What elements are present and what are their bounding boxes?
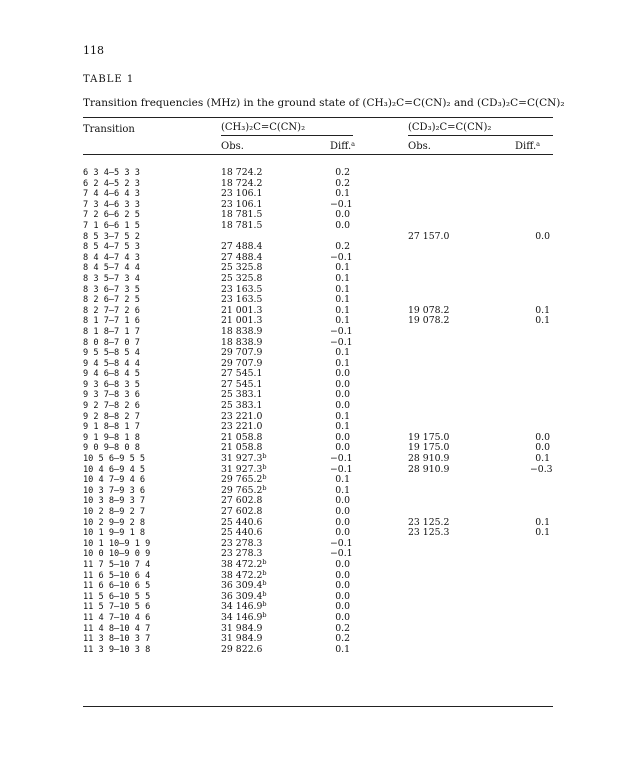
diff-ch3-cell: 0.0 [335,558,350,570]
diff-ch3-cell: −0.1 [330,198,353,210]
table-row [83,610,553,624]
table-row [83,316,553,327]
diff-ch3-cell: 0.0 [335,389,350,401]
table-row [83,462,553,476]
diff-ch3-cell: 0.1 [335,188,350,200]
transition-cell: 9 2 8–8 2 7 [83,411,140,422]
transition-cell: 9 0 9–8 0 8 [83,443,140,454]
diff-ch3-cell: −0.1 [330,453,353,465]
diff-ch3-cell: 0.0 [335,516,350,528]
obs-cd3-cell: 19 175.0 [408,431,450,443]
obs-ch3-cell: 34 146.9 [221,601,263,613]
obs-ch3-cell: 23 163.5 [221,294,263,306]
obs-cd3-cell: 19 078.2 [408,304,450,316]
diff-ch3-cell: 0.0 [335,368,350,380]
transition-cell: 8 0 8–7 0 7 [83,337,140,348]
diff-cd3-cell: 0.1 [535,453,550,465]
header-diff-cd3-label: Diff. [515,141,537,152]
table-row [83,327,553,338]
diff-ch3-cell: 0.0 [335,590,350,602]
table-bottom-rule [83,706,553,707]
transition-cell: 6 3 4–5 3 3 [83,168,140,178]
header-bottom-rule [83,154,553,155]
obs-ch3-cell: 18 781.5 [221,219,263,231]
table-row [83,539,553,550]
obs-ch3-cell: 27 545.1 [221,378,263,390]
transition-cell: 7 2 6–6 2 5 [83,210,140,221]
diff-ch3-cell: 0.1 [335,421,350,433]
diff-ch3-cell: 0.0 [335,506,350,517]
diff-ch3-cell: −0.1 [330,325,353,337]
page-number: 118 [83,44,104,57]
diff-ch3-cell: 0.2 [335,241,350,253]
diff-ch3-cell: 0.1 [335,357,350,369]
diff-cd3-cell: 0.1 [535,315,550,327]
table-row [83,179,553,190]
transition-cell: 11 5 6–10 5 5 [83,591,151,602]
transition-cell: 9 3 7–8 3 6 [83,390,140,401]
diff-ch3-cell: 0.1 [335,283,350,295]
diff-ch3-cell: −0.1 [330,336,353,348]
header-obs-ch3: Obs. [221,141,244,152]
diff-ch3-cell: 0.1 [335,643,350,655]
diff-ch3-cell: 0.0 [335,209,350,221]
table-row [83,454,553,465]
obs-ch3-cell: 25 440.6 [221,516,263,528]
obs-ch3-cell: 23 106.1 [221,198,263,210]
diff-ch3-cell: −0.1 [330,463,353,475]
obs-ch3-cell: 25 325.8 [221,272,263,284]
table-row [83,306,553,317]
table-row [83,338,553,349]
diff-ch3-cell: 0.1 [335,262,350,274]
diff-ch3-cell: 0.1 [335,347,350,359]
diff-ch3-cell: 0.0 [335,611,350,623]
transition-cell: 8 1 8–7 1 7 [83,326,140,337]
table-row [83,589,553,603]
obs-ch3-cell: 36 309.4 [221,590,263,602]
transition-cell: 10 2 8–9 2 7 [83,507,146,517]
obs-ch3-cell: 23 278.3 [221,537,263,549]
diff-cd3-cell: −0.3 [530,463,553,475]
obs-ch3-cell: 29 707.9 [221,347,263,359]
table-row [83,475,553,486]
obs-ch3-cell: 27 488.4 [221,241,263,253]
diff-ch3-cell: 0.0 [335,431,350,443]
transition-cell: 8 3 6–7 3 5 [83,284,140,295]
table-row [83,549,553,560]
table-caption: Transition frequencies (MHz) in the ground state of (CH₃)₂C=C(CN)₂ and (CD₃)₂C=C(CN)₂ [83,97,565,109]
header-group-cd3: (CD₃)₂C=C(CN)₂ [408,122,492,133]
obs-ch3-cell: 23 163.5 [221,283,263,295]
diff-ch3-cell: 0.0 [335,580,350,592]
table-row [83,568,553,582]
obs-ch3-cell: 18 724.2 [221,167,263,178]
transition-cell: 8 2 7–7 2 6 [83,305,140,316]
table-row [83,401,553,412]
transition-cell: 8 2 6–7 2 5 [83,295,140,306]
obs-ch3-cell: 23 106.1 [221,188,263,200]
footnote-mark-b: b [262,483,267,492]
obs-ch3-cell: 29 765.2 [221,474,263,486]
table-row [83,634,553,645]
transition-cell: 9 4 5–8 4 4 [83,358,140,369]
obs-ch3-cell: 36 309.4 [221,580,263,592]
obs-ch3-cell: 27 545.1 [221,368,263,380]
header-transition: Transition [83,124,135,135]
footnote-mark-b: b [262,600,267,609]
footnote-mark-b: b [262,579,267,588]
obs-ch3-cell: 18 838.9 [221,336,263,348]
transition-cell: 7 1 6–6 1 5 [83,220,140,231]
transition-cell: 9 2 7–8 2 6 [83,401,140,412]
transition-cell: 8 4 5–7 4 4 [83,263,140,274]
table-row [83,295,553,306]
transition-cell: 7 3 4–6 3 3 [83,199,140,210]
transition-cell: 10 4 7–9 4 6 [83,475,146,486]
diff-ch3-cell: 0.1 [335,304,350,316]
transition-cell: 9 5 5–8 5 4 [83,348,140,359]
footnote-mark-b: b [262,557,267,566]
transition-cell: 8 3 5–7 3 4 [83,273,140,284]
transition-cell: 11 5 7–10 5 6 [83,602,151,613]
transition-cell: 11 6 6–10 6 5 [83,581,151,592]
table-label: TABLE 1 [83,74,135,85]
obs-ch3-cell: 21 001.3 [221,304,263,316]
transition-cell: 10 3 7–9 3 6 [83,485,146,496]
obs-ch3-cell: 29 707.9 [221,357,263,369]
obs-ch3-cell: 29 822.6 [221,643,263,655]
obs-cd3-cell: 28 910.9 [408,453,450,465]
transition-cell: 8 1 7–7 1 6 [83,316,140,327]
group-ch3-rule [221,135,353,136]
transition-cell: 10 5 6–9 5 5 [83,454,146,465]
obs-ch3-cell: 23 221.0 [221,421,263,433]
table-row [83,443,553,454]
table-row [83,232,553,243]
transition-cell: 6 2 4–5 2 3 [83,178,140,189]
table-row [83,390,553,401]
diff-ch3-cell: 0.0 [335,442,350,454]
transition-cell: 7 4 4–6 4 3 [83,189,140,200]
obs-ch3-cell: 38 472.2 [221,558,263,570]
group-cd3-rule [408,135,553,136]
table-row [83,189,553,200]
header-group-ch3: (CH₃)₂C=C(CN)₂ [221,122,306,133]
diff-ch3-cell: 0.0 [335,219,350,231]
table-row [83,253,553,264]
footnote-mark-a: a [536,140,541,148]
footnote-mark-b: b [262,473,267,482]
obs-ch3-cell: 34 146.9 [221,611,263,623]
table-row [83,168,553,179]
transition-cell: 8 5 4–7 5 3 [83,242,140,253]
obs-ch3-cell: 23 278.3 [221,548,263,560]
table-row [83,496,553,507]
table-row [83,369,553,380]
transition-cell: 10 3 8–9 3 7 [83,496,146,507]
obs-ch3-cell: 31 927.3 [221,453,263,465]
transition-cell: 11 4 8–10 4 7 [83,623,151,634]
diff-cd3-cell: 0.1 [535,304,550,316]
diff-cd3-cell: 0.0 [535,230,550,242]
diff-ch3-cell: 0.1 [335,315,350,327]
table-row [83,348,553,359]
header-diff-ch3-label: Diff. [330,141,352,152]
obs-cd3-cell: 28 910.9 [408,463,450,475]
table-row [83,221,553,232]
obs-ch3-cell: 38 472.2 [221,569,263,581]
transition-cell: 8 5 3–7 5 2 [83,231,140,242]
diff-cd3-cell: 0.0 [535,442,550,454]
obs-ch3-cell: 18 724.2 [221,177,263,189]
transition-cell: 10 4 6–9 4 5 [83,464,146,475]
table-row [83,412,553,423]
table-row [83,645,553,656]
table-body [83,168,553,655]
table-row [83,483,553,497]
obs-ch3-cell: 18 838.9 [221,325,263,337]
obs-cd3-cell: 27 157.0 [408,230,450,242]
transition-cell: 8 4 4–7 4 3 [83,252,140,263]
table-row [83,581,553,592]
transition-cell: 10 1 9–9 1 8 [83,528,146,539]
obs-cd3-cell: 23 125.3 [408,527,450,539]
obs-ch3-cell: 27 602.8 [221,506,263,517]
obs-ch3-cell: 21 058.8 [221,442,263,454]
table-top-rule [83,117,553,118]
obs-ch3-cell: 21 058.8 [221,431,263,443]
header-diff-cd3 [515,141,540,152]
table-row [83,242,553,253]
transition-cell: 9 1 8–8 1 7 [83,422,140,433]
table-row [83,507,553,518]
obs-ch3-cell: 18 781.5 [221,209,263,221]
obs-ch3-cell: 27 488.4 [221,251,263,263]
diff-ch3-cell: 0.2 [335,167,350,178]
table-row [83,528,553,539]
header-diff-ch3 [330,141,355,152]
obs-ch3-cell: 27 602.8 [221,495,263,507]
obs-ch3-cell: 21 001.3 [221,315,263,327]
diff-ch3-cell: 0.1 [335,410,350,422]
table-row [83,200,553,211]
table-row [83,433,553,444]
diff-ch3-cell: 0.0 [335,378,350,390]
diff-ch3-cell: 0.0 [335,400,350,412]
table-row [83,518,553,529]
obs-cd3-cell: 19 175.0 [408,442,450,454]
obs-ch3-cell: 25 383.1 [221,400,263,412]
diff-ch3-cell: 0.0 [335,495,350,507]
diff-cd3-cell: 0.0 [535,431,550,443]
table-row [83,557,553,571]
obs-ch3-cell: 25 325.8 [221,262,263,274]
diff-ch3-cell: −0.1 [330,251,353,263]
table-row [83,210,553,221]
header-obs-cd3: Obs. [408,141,431,152]
table-row [83,602,553,613]
table-row [83,359,553,370]
table-row [83,422,553,433]
diff-ch3-cell: 0.0 [335,569,350,581]
table-row [83,380,553,391]
transition-cell: 10 1 10–9 1 9 [83,538,151,549]
diff-ch3-cell: 0.2 [335,622,350,634]
footnote-mark-b: b [262,589,267,598]
table-row [83,285,553,296]
transition-cell: 11 3 9–10 3 8 [83,644,151,655]
footnote-mark-b: b [262,462,267,471]
transition-cell: 10 2 9–9 2 8 [83,517,146,528]
diff-ch3-cell: 0.0 [335,601,350,613]
footnote-mark-b: b [262,452,267,461]
transition-cell: 11 6 5–10 6 4 [83,570,151,581]
diff-ch3-cell: 0.2 [335,177,350,189]
diff-ch3-cell: −0.1 [330,548,353,560]
obs-ch3-cell: 29 765.2 [221,484,263,496]
transition-cell: 9 1 9–8 1 8 [83,432,140,443]
footnote-mark-a: a [351,140,356,148]
table-row [83,624,553,635]
transition-cell: 9 4 6–8 4 5 [83,369,140,380]
obs-ch3-cell: 31 927.3 [221,463,263,475]
obs-ch3-cell: 31 984.9 [221,622,263,634]
obs-ch3-cell: 25 440.6 [221,527,263,539]
transition-cell: 11 4 7–10 4 6 [83,612,151,623]
footnote-mark-b: b [262,568,267,577]
diff-ch3-cell: 0.2 [335,633,350,645]
obs-ch3-cell: 31 984.9 [221,633,263,645]
diff-ch3-cell: 0.1 [335,484,350,496]
obs-ch3-cell-wrapper [221,610,267,624]
diff-ch3-cell: 0.0 [335,527,350,539]
diff-cd3-cell: 0.1 [535,516,550,528]
transition-cell: 11 3 8–10 3 7 [83,634,151,645]
footnote-mark-b: b [262,610,267,619]
diff-ch3-cell: 0.1 [335,294,350,306]
transition-cell: 10 0 10–9 0 9 [83,549,151,560]
diff-ch3-cell: 0.1 [335,474,350,486]
obs-cd3-cell: 19 078.2 [408,315,450,327]
obs-cd3-cell: 23 125.2 [408,516,450,528]
table-row [83,263,553,274]
obs-ch3-cell: 23 221.0 [221,410,263,422]
obs-ch3-cell: 25 383.1 [221,389,263,401]
transition-cell: 9 3 6–8 3 5 [83,379,140,390]
diff-ch3-cell: 0.1 [335,272,350,284]
diff-cd3-cell: 0.1 [535,527,550,539]
transition-cell: 11 7 5–10 7 4 [83,559,151,570]
diff-ch3-cell: −0.1 [330,537,353,549]
table-row [83,274,553,285]
